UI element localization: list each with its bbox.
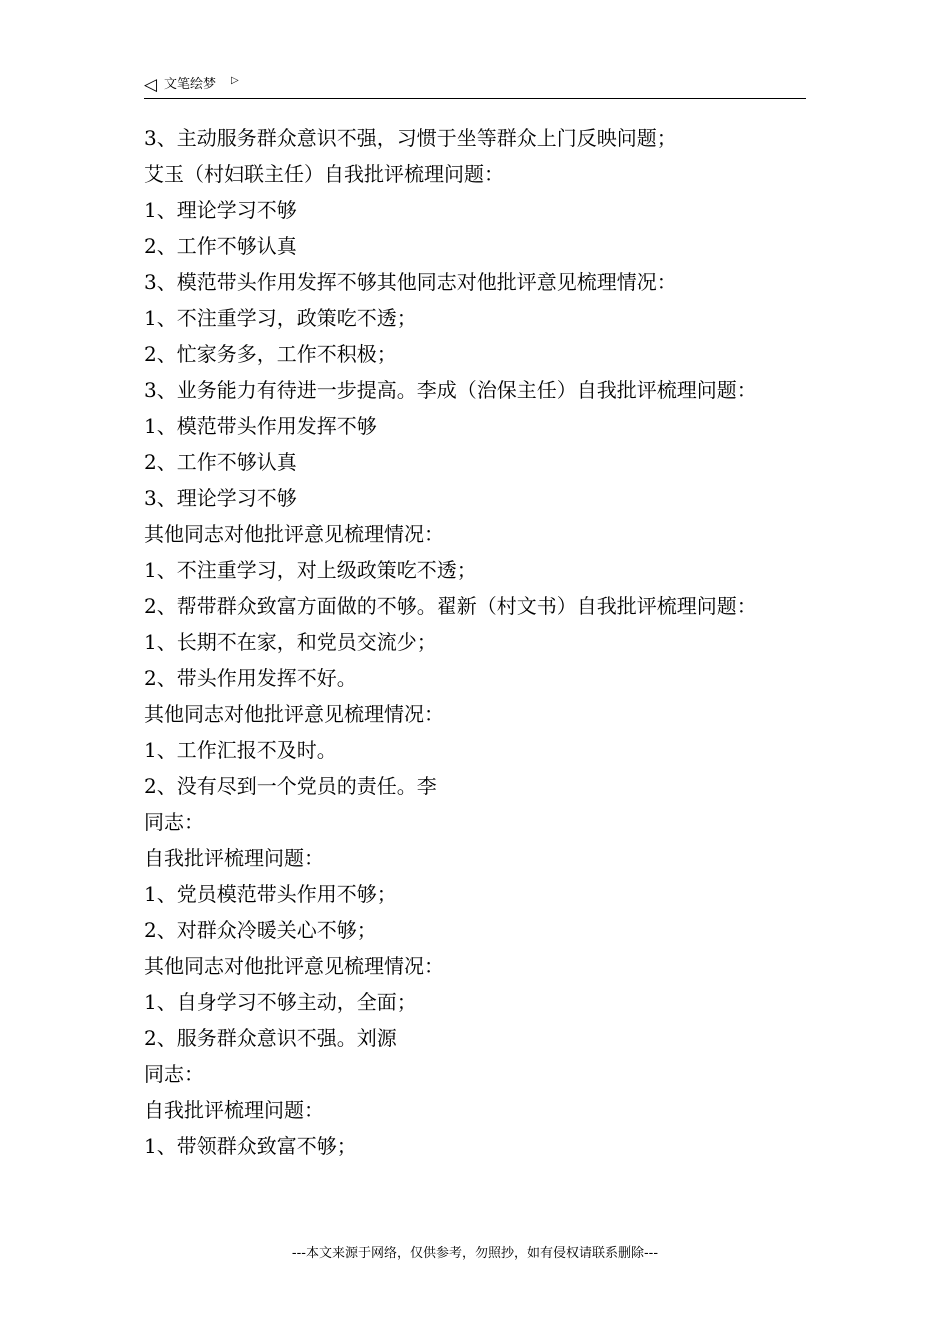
text-line: 1、工作汇报不及时。 xyxy=(144,738,337,762)
text-line: 其他同志对他批评意见梳理情况： xyxy=(144,702,444,726)
text-line: 1、长期不在家，和党员交流少； xyxy=(144,630,437,654)
text-line: 1、理论学习不够 xyxy=(144,198,297,222)
page-footer: ---本文来源于网络，仅供参考，勿照抄，如有侵权请联系删除--- xyxy=(291,1246,659,1261)
text-line: 1、党员模范带头作用不够； xyxy=(144,882,397,906)
text-line: 2、帮带群众致富方面做的不够。翟新（村文书）自我批评梳理问题： xyxy=(144,594,757,618)
right-triangle-icon: ▷ xyxy=(231,75,239,86)
text-line: 自我批评梳理问题： xyxy=(144,1098,324,1122)
text-line: 3、模范带头作用发挥不够其他同志对他批评意见梳理情况： xyxy=(144,270,677,294)
header-title: 文笔绘梦 xyxy=(164,77,217,92)
text-line: 1、不注重学习，政策吃不透； xyxy=(144,306,417,330)
text-line: 3、理论学习不够 xyxy=(144,486,297,510)
text-line: 同志： xyxy=(144,1062,204,1086)
text-line: 2、对群众冷暖关心不够； xyxy=(144,918,377,942)
text-line: 同志： xyxy=(144,810,204,834)
text-line: 其他同志对他批评意见梳理情况： xyxy=(144,954,444,978)
text-line: 2、工作不够认真 xyxy=(144,234,297,258)
page-header xyxy=(144,76,806,99)
text-line: 2、工作不够认真 xyxy=(144,450,297,474)
text-line: 1、自身学习不够主动，全面； xyxy=(144,990,417,1014)
text-line: 3、主动服务群众意识不强，习惯于坐等群众上门反映问题； xyxy=(144,126,677,150)
left-triangle-icon: ◁ xyxy=(144,75,158,95)
text-line: 其他同志对他批评意见梳理情况： xyxy=(144,522,444,546)
text-line: 2、忙家务多，工作不积极； xyxy=(144,342,397,366)
text-line: 1、模范带头作用发挥不够 xyxy=(144,414,377,438)
text-line: 自我批评梳理问题： xyxy=(144,846,324,870)
document-body xyxy=(144,120,844,1164)
text-line: 1、带领群众致富不够； xyxy=(144,1134,357,1158)
text-line: 2、服务群众意识不强。刘源 xyxy=(144,1026,397,1050)
text-line: 艾玉（村妇联主任）自我批评梳理问题： xyxy=(144,162,504,186)
text-line: 2、带头作用发挥不好。 xyxy=(144,666,357,690)
text-line: 2、没有尽到一个党员的责任。李 xyxy=(144,774,437,798)
text-line: 1、不注重学习，对上级政策吃不透； xyxy=(144,558,477,582)
text-line: 3、业务能力有待进一步提高。李成（治保主任）自我批评梳理问题： xyxy=(144,378,757,402)
